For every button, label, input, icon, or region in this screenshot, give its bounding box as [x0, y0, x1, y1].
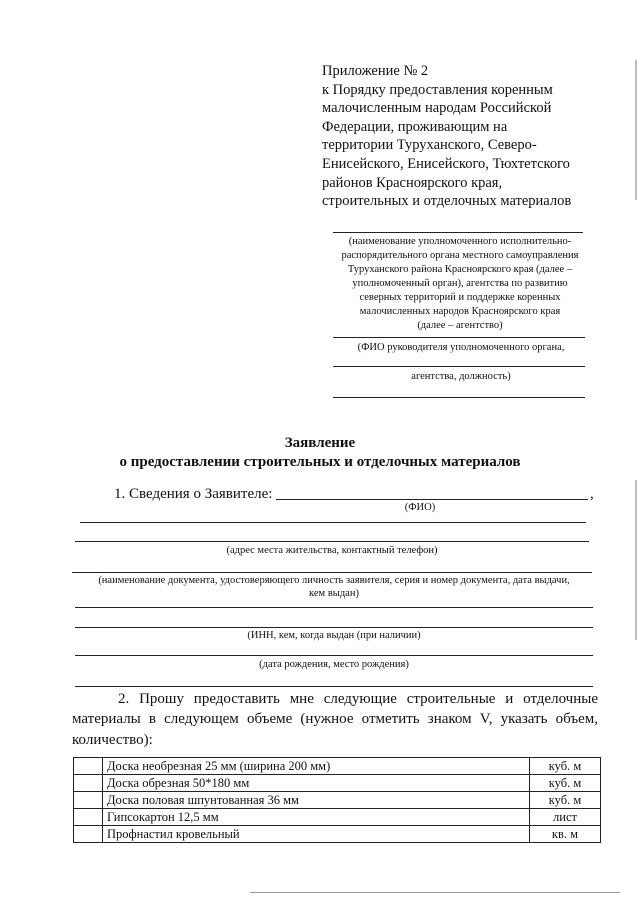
birth-line-2[interactable]: [75, 686, 593, 687]
request-line-1: 2. Прошу предоставить мне следующие строительные и отделочные: [118, 691, 598, 707]
scan-edge: [635, 60, 637, 200]
checkbox-cell[interactable]: [74, 792, 103, 809]
appendix-line: Енисейского, Енисейского, Тюхтетского: [322, 155, 570, 172]
fio-line[interactable]: [276, 499, 588, 500]
material-unit: куб. м: [530, 775, 601, 792]
inn-line[interactable]: [75, 627, 593, 628]
appendix-line: Федерации, проживающим на: [322, 118, 508, 135]
applicant-label: 1. Сведения о Заявителе:: [114, 486, 273, 502]
checkbox-cell[interactable]: [74, 809, 103, 826]
applicant-line-2[interactable]: [80, 522, 586, 523]
checkbox-cell[interactable]: [74, 826, 103, 843]
material-name: Доска необрезная 25 мм (ширина 200 мм): [103, 758, 530, 775]
material-unit: куб. м: [530, 792, 601, 809]
material-unit: лист: [530, 809, 601, 826]
document-caption-2: кем выдан): [309, 588, 359, 599]
address-caption: (адрес места жительства, контактный телефон): [226, 545, 438, 556]
table-row: [74, 792, 601, 809]
table-row: [74, 758, 601, 775]
request-line-3: количество):: [72, 732, 153, 748]
head-caption-2: агентства, должность): [411, 371, 511, 382]
material-name: Доска обрезная 50*180 мм: [103, 775, 530, 792]
organ-name-line[interactable]: [333, 232, 583, 233]
appendix-header: [322, 62, 622, 211]
document-line[interactable]: [72, 572, 592, 573]
table-row: [74, 775, 601, 792]
materials-table: [73, 757, 601, 843]
extra-line[interactable]: [333, 397, 585, 398]
address-line[interactable]: [75, 541, 589, 542]
birth-line[interactable]: [75, 655, 593, 656]
material-unit: кв. м: [530, 826, 601, 843]
head-caption-1: (ФИО руководителя уполномоченного органа,: [357, 342, 565, 353]
organ-caption: (наименование уполномоченного исполнительно- распорядительного органа местного самоуправления Туруханского района Красноярского края (далее – уполномоченный орган), агентства по развитию северных территорий и поддержке коренных малочисленных народов Красноярского края (далее – агентство): [341, 236, 579, 331]
checkbox-cell[interactable]: [74, 758, 103, 775]
request-line-2: материалы в следующем объеме (нужное отметить знаком V, указать объем,: [72, 711, 598, 727]
fio-comma: ,: [590, 486, 594, 502]
birth-caption: (дата рождения, место рождения): [259, 659, 409, 670]
checkbox-cell[interactable]: [74, 775, 103, 792]
scan-edge: [635, 480, 637, 640]
document-caption-1: (наименование документа, удостоверяющего личность заявителя, серия и номер документа, дата выдачи,: [98, 575, 570, 586]
inn-caption: (ИНН, кем, когда выдан (при наличии): [247, 630, 421, 641]
material-name: Профнастил кровельный: [103, 826, 530, 843]
document-subtitle: о предоставлении строительных и отделочных материалов: [119, 454, 521, 470]
appendix-line: к Порядку предоставления коренным: [322, 81, 553, 98]
appendix-line: строительных и отделочных материалов: [322, 193, 572, 210]
head-name-line[interactable]: [333, 337, 585, 338]
document-title: Заявление: [284, 435, 356, 451]
appendix-line: малочисленным народам Российской: [322, 100, 552, 117]
appendix-line: Приложение № 2: [322, 63, 429, 79]
head-position-line[interactable]: [333, 366, 585, 367]
table-row: [74, 826, 601, 843]
appendix-line: районов Красноярского края,: [322, 174, 503, 191]
appendix-line: территории Туруханского, Северо-: [322, 137, 537, 154]
material-name: Гипсокартон 12,5 мм: [103, 809, 530, 826]
material-unit: куб. м: [530, 758, 601, 775]
material-name: Доска половая шпунтованная 36 мм: [103, 792, 530, 809]
document-line-2[interactable]: [75, 607, 593, 608]
fio-caption: (ФИО): [404, 502, 436, 513]
scan-bottom-line: [250, 892, 620, 893]
table-row: [74, 809, 601, 826]
